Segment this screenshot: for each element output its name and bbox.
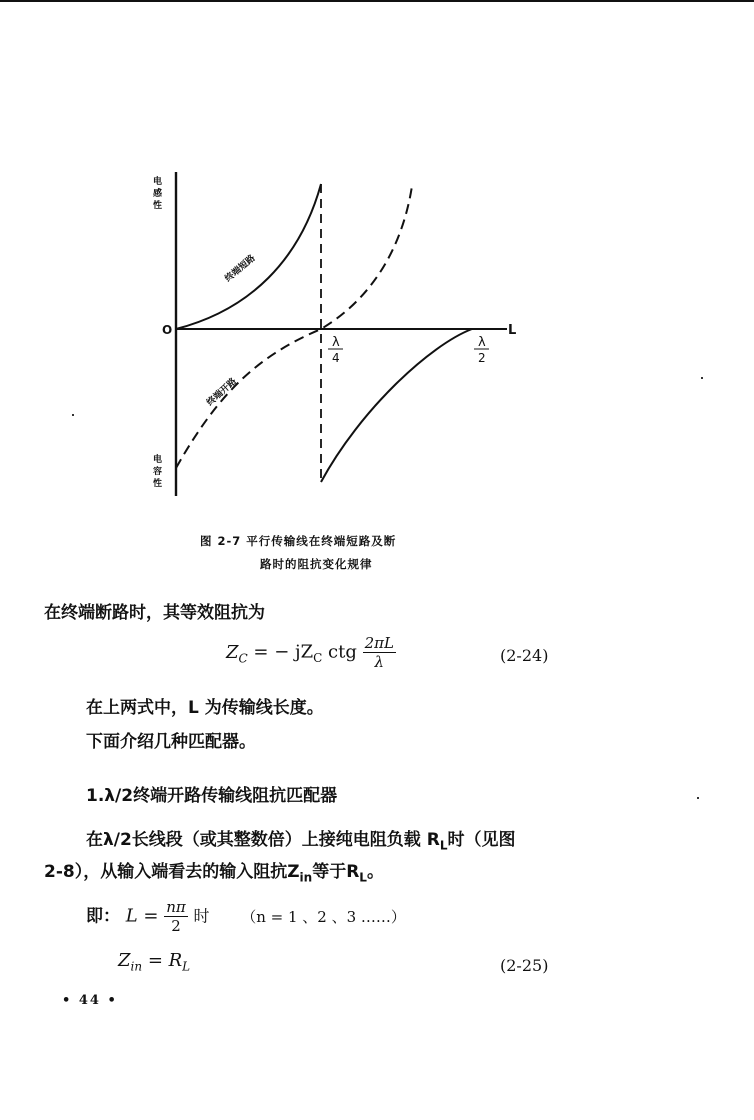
equation-number-2-25: (2-25)	[500, 956, 549, 975]
equation-number-2-24: (2-24)	[500, 646, 549, 665]
impedance-figure	[140, 170, 540, 500]
tick-quarter-den: 4	[332, 351, 340, 365]
intro-matchers: 下面介绍几种匹配器。	[86, 732, 256, 752]
origin-label: O	[162, 323, 173, 337]
y-lower-label: 电容性	[153, 455, 163, 489]
curve-open-circuit	[176, 186, 412, 468]
section-title: 1.λ/2终端开路传输线阻抗匹配器	[86, 786, 338, 806]
scan-speck	[72, 414, 74, 416]
page-number: • 44 •	[62, 993, 118, 1008]
curve-open-label: 终端开路	[205, 376, 239, 409]
figure-caption-line2: 路时的阻抗变化规律	[260, 557, 373, 571]
scan-speck	[697, 797, 699, 799]
top-border-line	[0, 0, 754, 2]
equation-2-25: $Z_{in} = R_L$	[118, 950, 191, 974]
figure-caption-line1: 图 2-7 平行传输线在终端短路及断	[200, 534, 397, 548]
tick-quarter-num: λ	[332, 335, 340, 350]
tick-half-num: λ	[478, 335, 486, 350]
condition-line: 即： L = $\frac{n\pi}{2}$ 时 （n = 1 、2 、3 ……）	[86, 898, 406, 935]
x-axis-label: L	[508, 323, 517, 338]
length-note: 在上两式中，L 为传输线长度。	[86, 698, 324, 718]
equation-2-24: $Z_C$ = − $jZ_C$ ctg $\frac{2\pi L}{\lambda}$	[226, 634, 394, 671]
paragraph-line2: 2-8），从输入端看去的输入阻抗$Z_{in}$等于$R_L$。	[44, 862, 384, 885]
curve-short-label: 终端短路	[223, 253, 258, 285]
tick-half-den: 2	[478, 351, 486, 365]
paragraph-line1: 在λ/2长线段（或其整数倍）上接纯电阻负载 $R_L$时（见图	[86, 830, 516, 853]
open-circuit-intro: 在终端断路时，其等效阻抗为	[44, 603, 265, 623]
y-upper-label: 电感性	[153, 177, 163, 211]
curve-short-circuit-branch2	[321, 329, 472, 482]
scan-speck	[701, 377, 703, 379]
